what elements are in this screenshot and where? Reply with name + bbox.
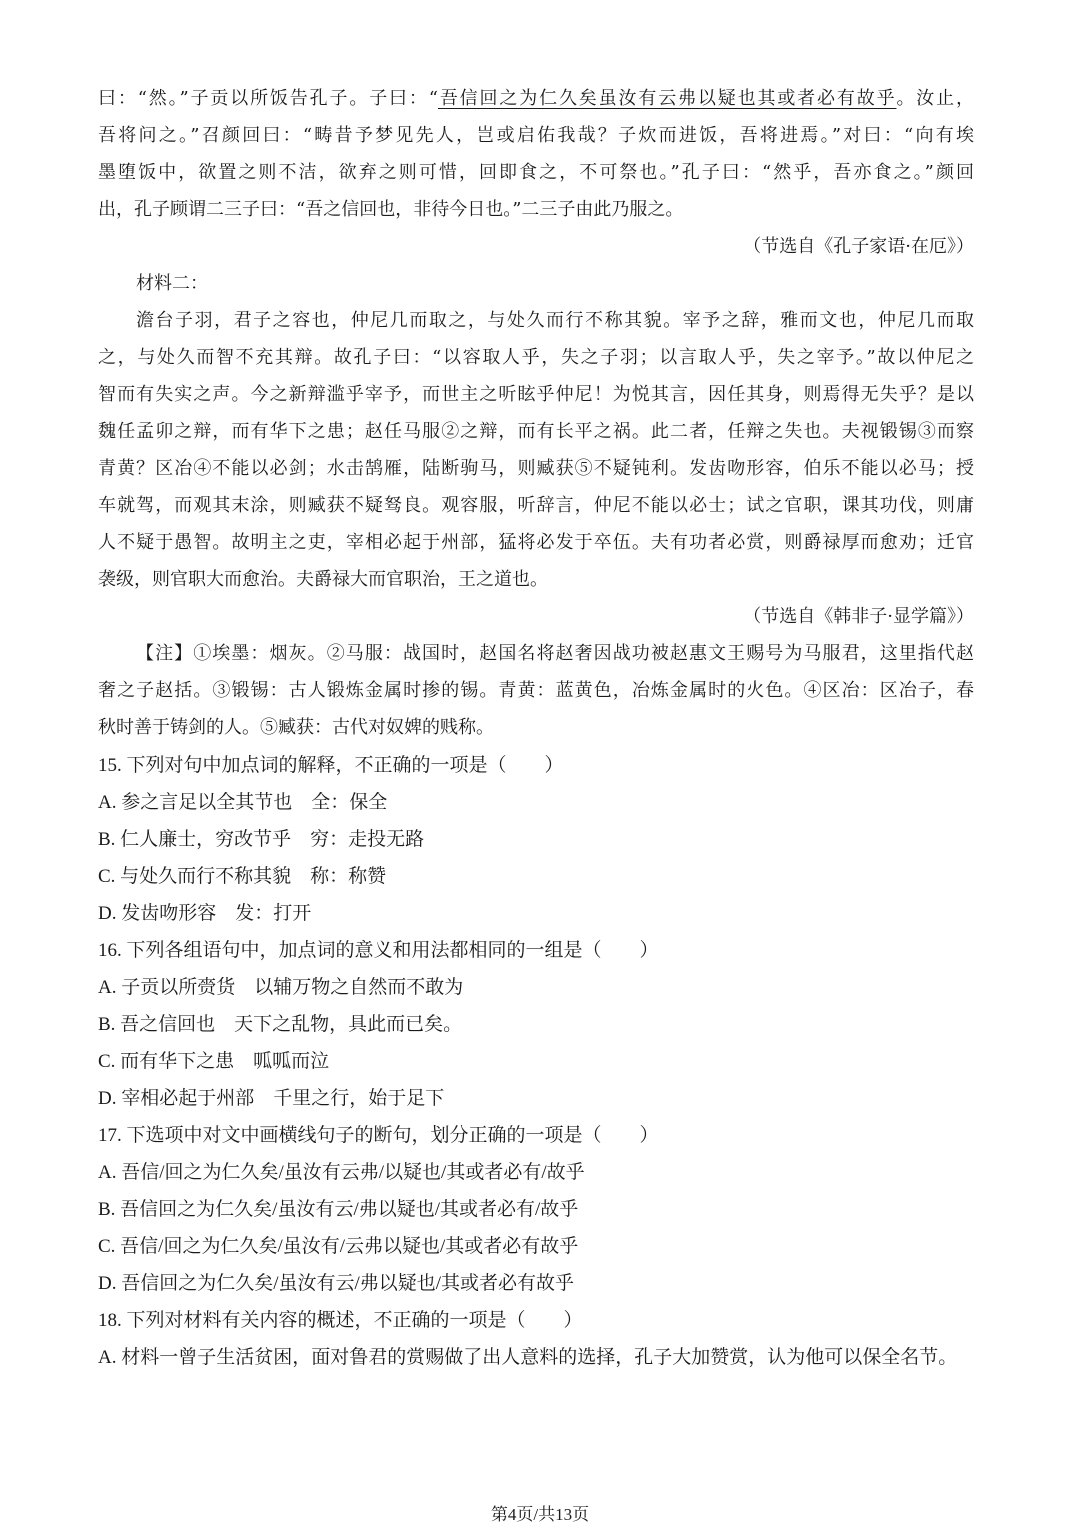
passage2-line: 澹台子羽，君子之容也，仲尼几而取之，与处久而行不称其貌。宰予之辞，雅而文也，仲尼几而取 bbox=[136, 310, 974, 331]
question-17-option-b: B. 吾信回之为仁久矣/虽汝有云/弗以疑也/其或者必有/故乎 bbox=[98, 1199, 579, 1220]
question-17-option-a: A. 吾信/回之为仁久矣/虽汝有云弗/以疑也/其或者必有/故乎 bbox=[98, 1162, 585, 1183]
question-16-option-b: B. 吾之信回也 天下之乱物，具此而已矣。 bbox=[98, 1014, 463, 1035]
question-18-stem: 18. 下列对材料有关内容的概述，不正确的一项是（ ） bbox=[98, 1310, 583, 1331]
underlined-sentence: 吾信回之为仁久矣虽汝有云弗以疑也其或者必有故乎 bbox=[437, 88, 897, 109]
passage2-line: 魏任孟卯之辩，而有华下之患；赵任马服②之辩，而有长平之祸。此二者，任辩之失也。夫视锻锡③而察 bbox=[98, 421, 974, 442]
question-17-stem: 17. 下选项中对文中画横线句子的断句，划分正确的一项是（ ） bbox=[98, 1125, 659, 1146]
question-16-stem: 16. 下列各组语句中，加点词的意义和用法都相同的一组是（ ） bbox=[98, 940, 659, 961]
notes-line: 【注】①埃墨：烟灰。②马服：战国时，赵国名将赵奢因战功被赵惠文王赐号为马服君，这里指代赵 bbox=[136, 643, 974, 664]
passage2-heading: 材料二： bbox=[136, 273, 208, 294]
question-16-option-d: D. 宰相必起于州部 千里之行，始于足下 bbox=[98, 1088, 445, 1109]
passage2-line: 车就驾，而观其末涂，则臧获不疑驽良。观容服，听辞言，仲尼不能以必士；试之官职，课其功伐，则庸 bbox=[98, 495, 974, 516]
passage1-source: （节选自《孔子家语·在厄》） bbox=[743, 236, 974, 257]
question-17-option-c: C. 吾信/回之为仁久矣/虽汝有/云弗以疑也/其或者必有故乎 bbox=[98, 1236, 579, 1257]
passage1-line3: 墨堕饭中，欲置之则不洁，欲弃之则可惜，回即食之，不可祭也。”孔子曰：“然乎，吾亦食之。”颜回 bbox=[98, 162, 974, 183]
passage1-line1-end: 。汝止， bbox=[896, 88, 975, 109]
question-15-option-c: C. 与处久而行不称其貌 称：称赞 bbox=[98, 866, 387, 887]
question-16-option-c: C. 而有华下之患 呱呱而泣 bbox=[98, 1051, 330, 1072]
passage2-source: （节选自《韩非子·显学篇》） bbox=[743, 606, 974, 627]
passage1-line2: 吾将问之。”召颜回曰：“畴昔予梦见先人，岂或启佑我哉？子炊而进饭，吾将进焉。”对曰：“向有埃 bbox=[98, 125, 974, 146]
notes-line: 奢之子赵括。③锻锡：古人锻炼金属时掺的锡。青黄：蓝黄色，冶炼金属时的火色。④区冶：区冶子，春 bbox=[98, 680, 974, 701]
question-15-option-b: B. 仁人廉士，穷改节乎 穷：走投无路 bbox=[98, 829, 425, 850]
passage2-line: 袭级，则官职大而愈治。夫爵禄大而官职治，王之道也。 bbox=[98, 569, 548, 590]
question-15-stem: 15. 下列对句中加点词的解释，不正确的一项是（ ） bbox=[98, 755, 564, 776]
question-18-option-a: A. 材料一曾子生活贫困，面对鲁君的赏赐做了出人意料的选择，孔子大加赞赏，认为他可以保全名节。 bbox=[98, 1347, 958, 1368]
passage1-line4: 出，孔子顾谓二三子曰：“吾之信回也，非待今日也。”二三子由此乃服之。 bbox=[98, 199, 684, 220]
passage1-line1-start: 曰：“然。”子贡以所饭告孔子。子曰：“ bbox=[98, 88, 438, 109]
question-16-option-a: A. 子贡以所赍货 以辅万物之自然而不敢为 bbox=[98, 977, 464, 998]
page-number: 第4页/共13页 bbox=[490, 1505, 590, 1524]
passage2-line: 之，与处久而智不充其辩。故孔子曰：“以容取人乎，失之子羽；以言取人乎，失之宰予。”故以仲尼之 bbox=[98, 347, 974, 368]
passage2-line: 智而有失实之声。今之新辩滥乎宰予，而世主之听眩乎仲尼！为悦其言，因任其身，则焉得无失乎？是以 bbox=[98, 384, 974, 405]
question-17-option-d: D. 吾信回之为仁久矣/虽汝有云/弗以疑也/其或者必有故乎 bbox=[98, 1273, 575, 1294]
passage2-line: 人不疑于愚智。故明主之吏，宰相必起于州部，猛将必发于卒伍。夫有功者必赏，则爵禄厚而愈劝；迁官 bbox=[98, 532, 974, 553]
passage2-line: 青黄？区冶④不能以必剑；水击鹄雁，陆断驹马，则臧获⑤不疑钝利。发齿吻形容，伯乐不能以必马；授 bbox=[98, 458, 974, 479]
notes-line: 秋时善于铸剑的人。⑤臧获：古代对奴婢的贱称。 bbox=[98, 717, 494, 738]
question-15-option-d: D. 发齿吻形容 发：打开 bbox=[98, 903, 312, 924]
passage1-line1 bbox=[98, 84, 974, 110]
question-15-option-a: A. 参之言足以全其节也 全：保全 bbox=[98, 792, 388, 813]
